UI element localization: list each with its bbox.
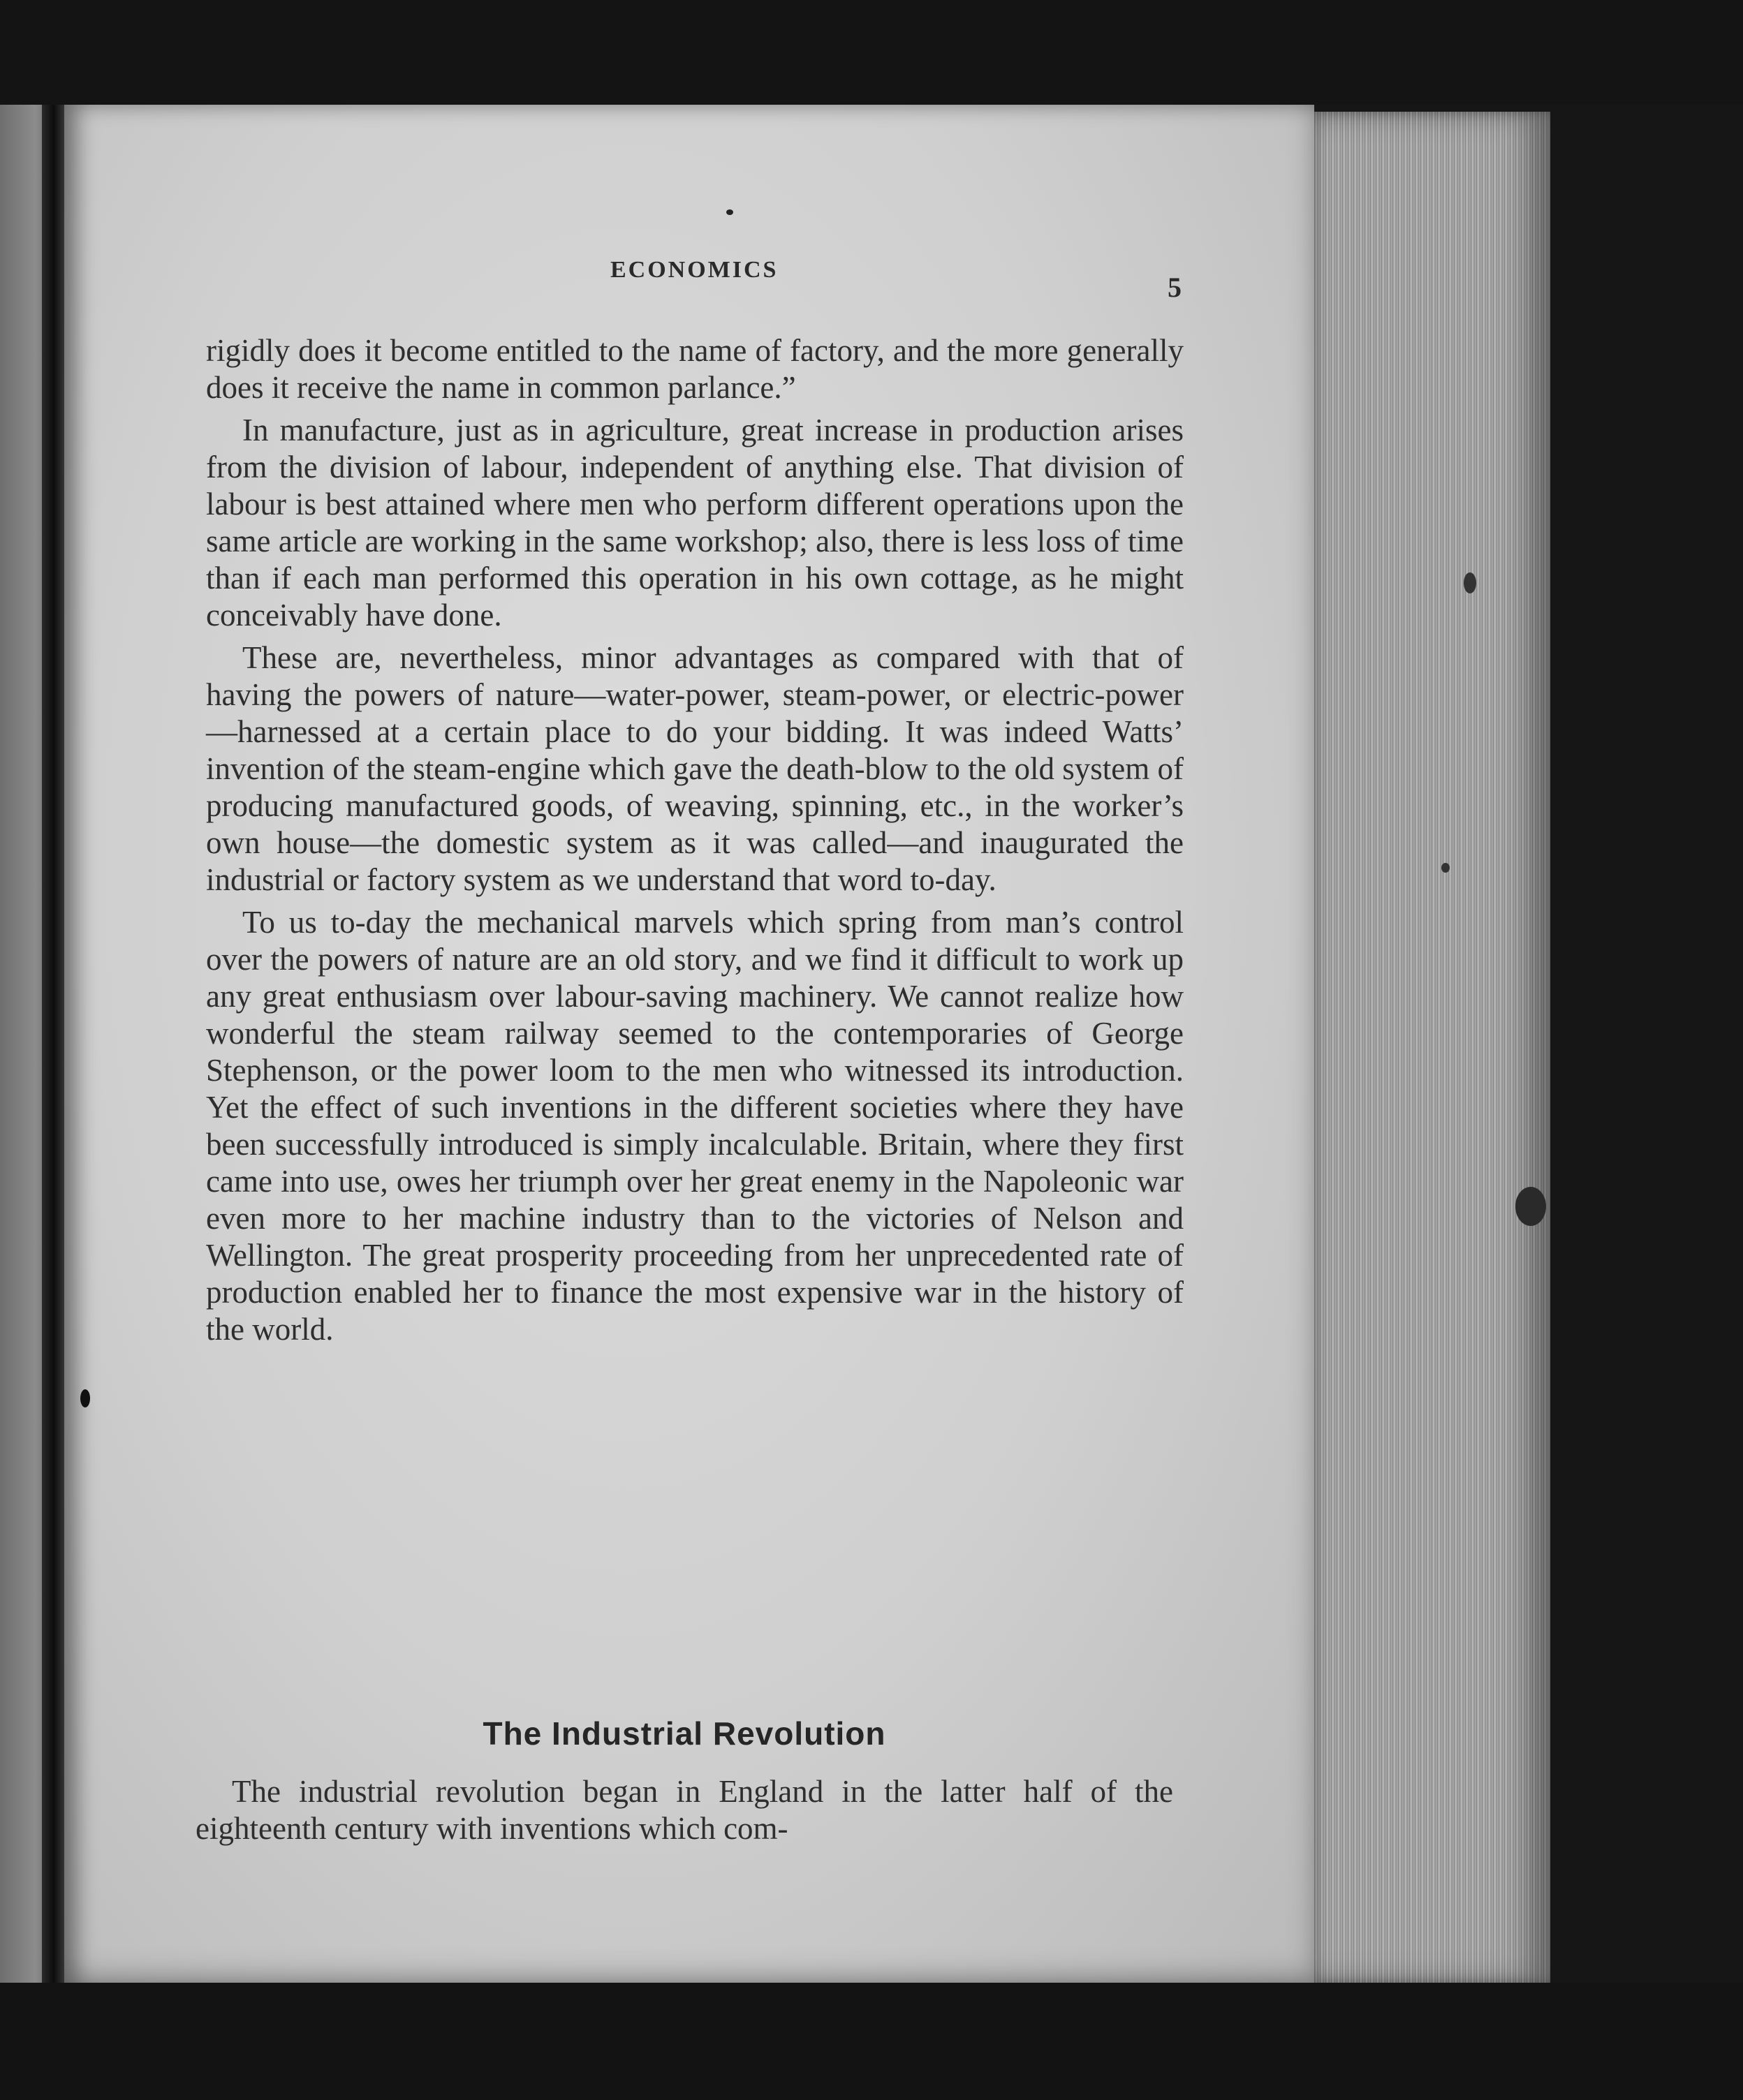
section-body-text [196,1773,1173,1847]
paragraph-manufacture: In manufacture, just as in agriculture, great increase in production arises from the division of labour, independent of anything else. That division of labour is best attained where men who perform different operations upon the same article are working in the same workshop; also, there is less loss of time than if each man performed this operation in his own cottage, as he might conceivably have done. [206,413,1184,633]
dust-speck [80,1389,90,1407]
page-number: 5 [1168,272,1182,303]
section-heading: The Industrial Revolution [483,1715,886,1752]
dust-speck [1515,1187,1546,1226]
scan-background-bottom [0,1983,1743,2100]
dust-speck [1464,572,1476,593]
paragraph-mechanical-marvels: To us to-day the mechanical marvels which spring from man’s control over the powers of nature are an old story, and we find it difficult to work up any great enthusiasm over labour-saving machinery. We cannot realize how wonderful the steam railway seemed to the contemporaries of George Stephenson, or the power loom to the men who witnessed its introduction. Yet the effect of such inventions in the different societies where they have been successfully introduced is simply incalculable. Britain, where they first came into use, owes her triumph over her great enemy in the Napoleonic war even more to her machine industry than to the victories of Nelson and Wellington. The great prosperity proceeding from her unprecedented rate of production enabled her to finance the most expensive war in the history of the world. [206,905,1184,1347]
running-title: ECONOMICS [610,257,779,283]
dust-speck [726,209,733,215]
scan-background-top [0,0,1743,105]
paragraph-industrial-revolution: The industrial revolution began in England in the latter half of the eighteenth century with inventions which com- [196,1774,1173,1846]
body-text [206,332,1184,1354]
dust-speck [1441,863,1450,873]
book-gutter [42,105,66,1990]
paragraph-powers-of-nature: These are, nevertheless, minor advantages as compared with that of having the powers of nature—water-power, steam-power, or electric-power—harnessed at a certain place to do your bidding. It was indeed Watts’ invention of the steam-engine which gave the death-blow to the old system of producing manufactured goods, of weaving, spinning, etc., in the worker’s own house—the domestic system as it was called—and inaugurated the industrial or factory system as we understand that word to-day. [206,640,1184,897]
page-block-edges [1309,112,1550,1983]
paragraph-continuation: rigidly does it become entitled to the name of factory, and the more generally does it receive the name in common parlance.” [206,333,1184,405]
